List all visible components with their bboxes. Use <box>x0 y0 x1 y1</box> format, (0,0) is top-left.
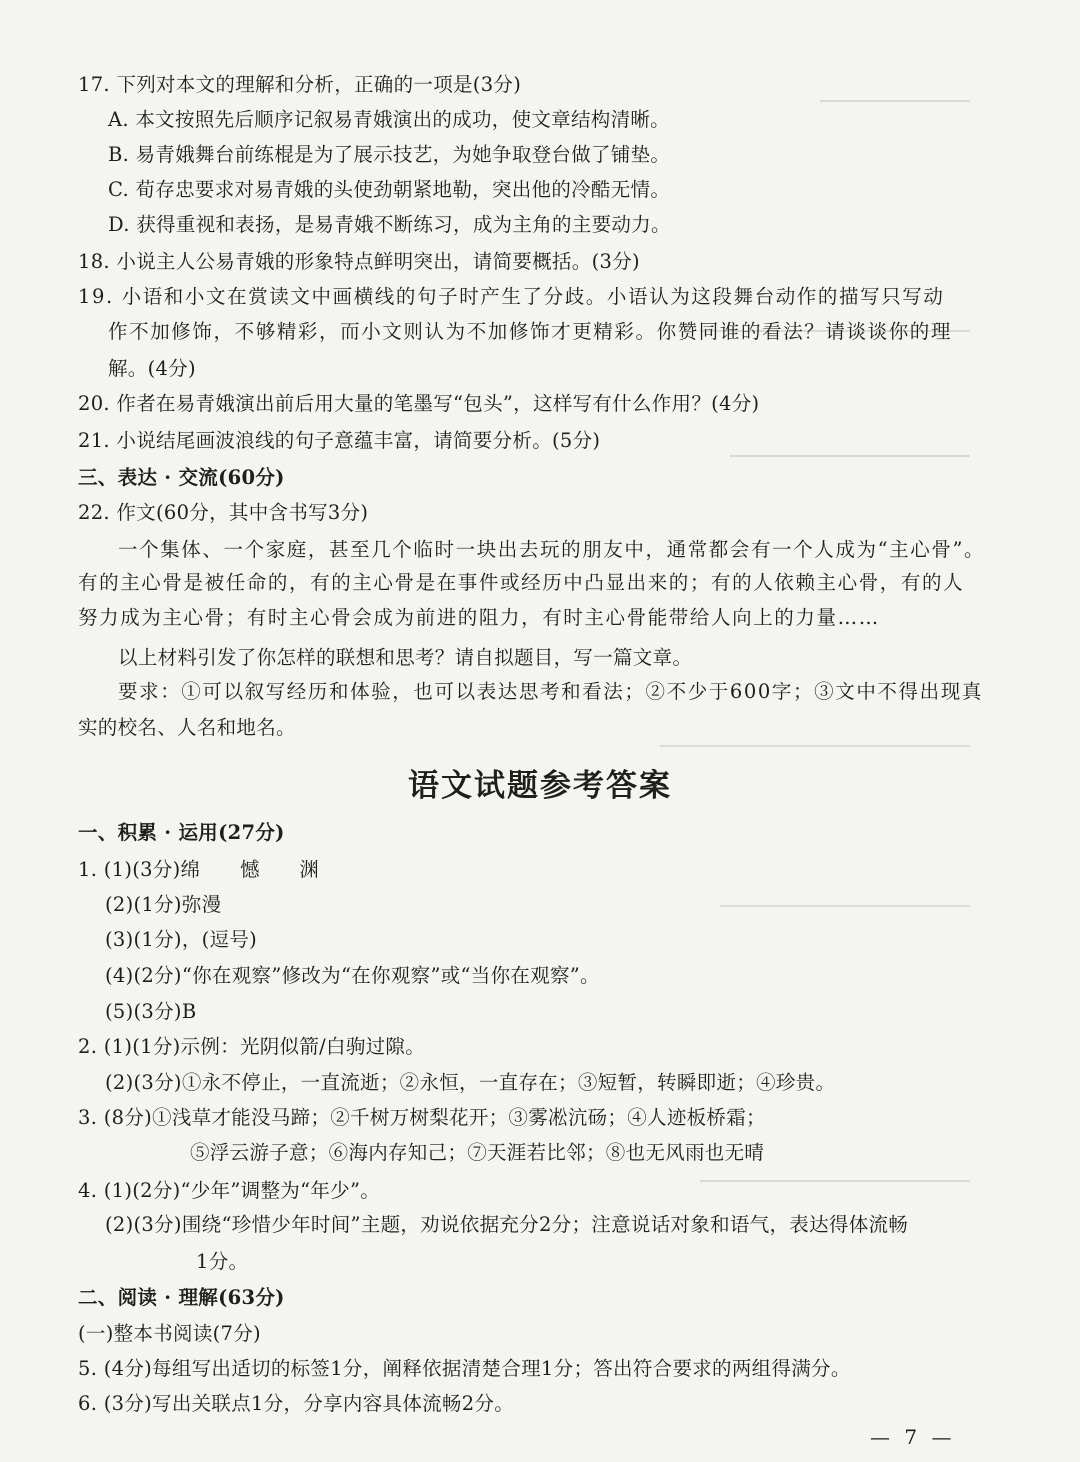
question-20: 20. 作者在易青娥演出前后用大量的笔墨写“包头”，这样写有什么作用？(4分) <box>78 392 760 415</box>
answer-4-part-1: 4. (1)(2分)“少年”调整为“年少”。 <box>78 1179 381 1202</box>
answer-1-part-5: (5)(3分)B <box>105 1000 197 1023</box>
answer-4-part-2-continued: 1分。 <box>196 1250 249 1273</box>
answers-section-1-heading: 一、积累 · 运用(27分) <box>78 821 285 844</box>
section-3-heading: 三、表达 · 交流(60分) <box>78 466 285 489</box>
bleed-through-mark <box>700 1180 970 1182</box>
page-number: — 7 — <box>870 1425 956 1449</box>
answer-3-line-1: 3. (8分)①浅草才能没马蹄；②千树万树梨花开；③雾凇沆砀；④人迹板桥霜； <box>78 1106 766 1129</box>
answers-title: 语文试题参考答案 <box>408 768 672 804</box>
question-19-line-3: 解。(4分) <box>108 357 196 380</box>
question-17-stem: 17. 下列对本文的理解和分析，正确的一项是(3分) <box>78 73 522 96</box>
question-18: 18. 小说主人公易青娥的形象特点鲜明突出，请简要概括。(3分) <box>78 250 640 273</box>
question-19-line-1: 19. 小语和小文在赏读文中画横线的句子时产生了分歧。小语认为这段舞台动作的描写只写动 <box>78 285 945 308</box>
answer-1-part-2: (2)(1分)弥漫 <box>105 893 222 916</box>
bleed-through-mark <box>820 100 970 102</box>
answers-section-2-heading: 二、阅读 · 理解(63分) <box>78 1286 285 1309</box>
answer-4-part-2: (2)(3分)围绕“珍惜少年时间”主题，劝说依据充分2分；注意说话对象和语气，表达得体流畅 <box>105 1213 909 1236</box>
bleed-through-mark <box>660 745 970 747</box>
answer-1-part-3: (3)(1分)，(逗号) <box>105 928 258 951</box>
bleed-through-mark <box>730 455 970 457</box>
answer-2-part-2: (2)(3分)①永不停止，一直流逝；②永恒，一直存在；③短暂，转瞬即逝；④珍贵。 <box>105 1071 836 1094</box>
essay-requirements-line-1: 要求：①可以叙写经历和体验，也可以表达思考和看法；②不少于600字；③文中不得出现真 <box>118 680 983 703</box>
question-22: 22. 作文(60分，其中含书写3分) <box>78 501 369 524</box>
question-17-option-d: D. 获得重视和表扬，是易青娥不断练习，成为主角的主要动力。 <box>108 213 671 236</box>
question-17-option-a: A. 本文按照先后顺序记叙易青娥演出的成功，使文章结构清晰。 <box>108 108 670 131</box>
question-19-line-2: 作不加修饰，不够精彩，而小文则认为不加修饰才更精彩。你赞同谁的看法？请谈谈你的理 <box>108 320 953 343</box>
essay-material-line-2: 有的主心骨是被任命的，有的主心骨是在事件或经历中凸显出来的；有的人依赖主心骨，有的人 <box>78 571 965 594</box>
answer-2-part-1: 2. (1)(1分)示例：光阴似箭/白驹过隙。 <box>78 1035 426 1058</box>
answers-subsection-1: (一)整本书阅读(7分) <box>78 1322 261 1345</box>
essay-material-line-1: 一个集体、一个家庭，甚至几个临时一块出去玩的朋友中，通常都会有一个人成为“主心骨”。 <box>118 538 986 561</box>
essay-material-line-3: 努力成为主心骨；有时主心骨会成为前进的阻力，有时主心骨能带给人向上的力量…… <box>78 606 880 629</box>
answer-6: 6. (3分)写出关联点1分，分享内容具体流畅2分。 <box>78 1392 515 1415</box>
answer-3-line-2: ⑤浮云游子意；⑥海内存知己；⑦天涯若比邻；⑧也无风雨也无晴 <box>190 1141 765 1164</box>
bleed-through-mark <box>720 905 970 907</box>
answer-1-part-1: 1. (1)(3分)绵 憾 渊 <box>78 858 320 881</box>
question-17-option-c: C. 荀存忠要求对易青娥的头使劲朝紧地勒，突出他的冷酷无情。 <box>108 178 671 201</box>
answer-5: 5. (4分)每组写出适切的标签1分，阐释依据清楚合理1分；答出符合要求的两组得满分。 <box>78 1357 851 1380</box>
question-21: 21. 小说结尾画波浪线的句子意蕴丰富，请简要分析。(5分) <box>78 429 601 452</box>
essay-requirements-line-2: 实的校名、人名和地名。 <box>78 716 296 739</box>
question-17-option-b: B. 易青娥舞台前练棍是为了展示技艺，为她争取登台做了铺垫。 <box>108 143 671 166</box>
essay-prompt: 以上材料引发了你怎样的联想和思考？请自拟题目，写一篇文章。 <box>118 646 693 669</box>
answer-1-part-4: (4)(2分)“你在观察”修改为“在你观察”或“当你在观察”。 <box>105 964 600 987</box>
